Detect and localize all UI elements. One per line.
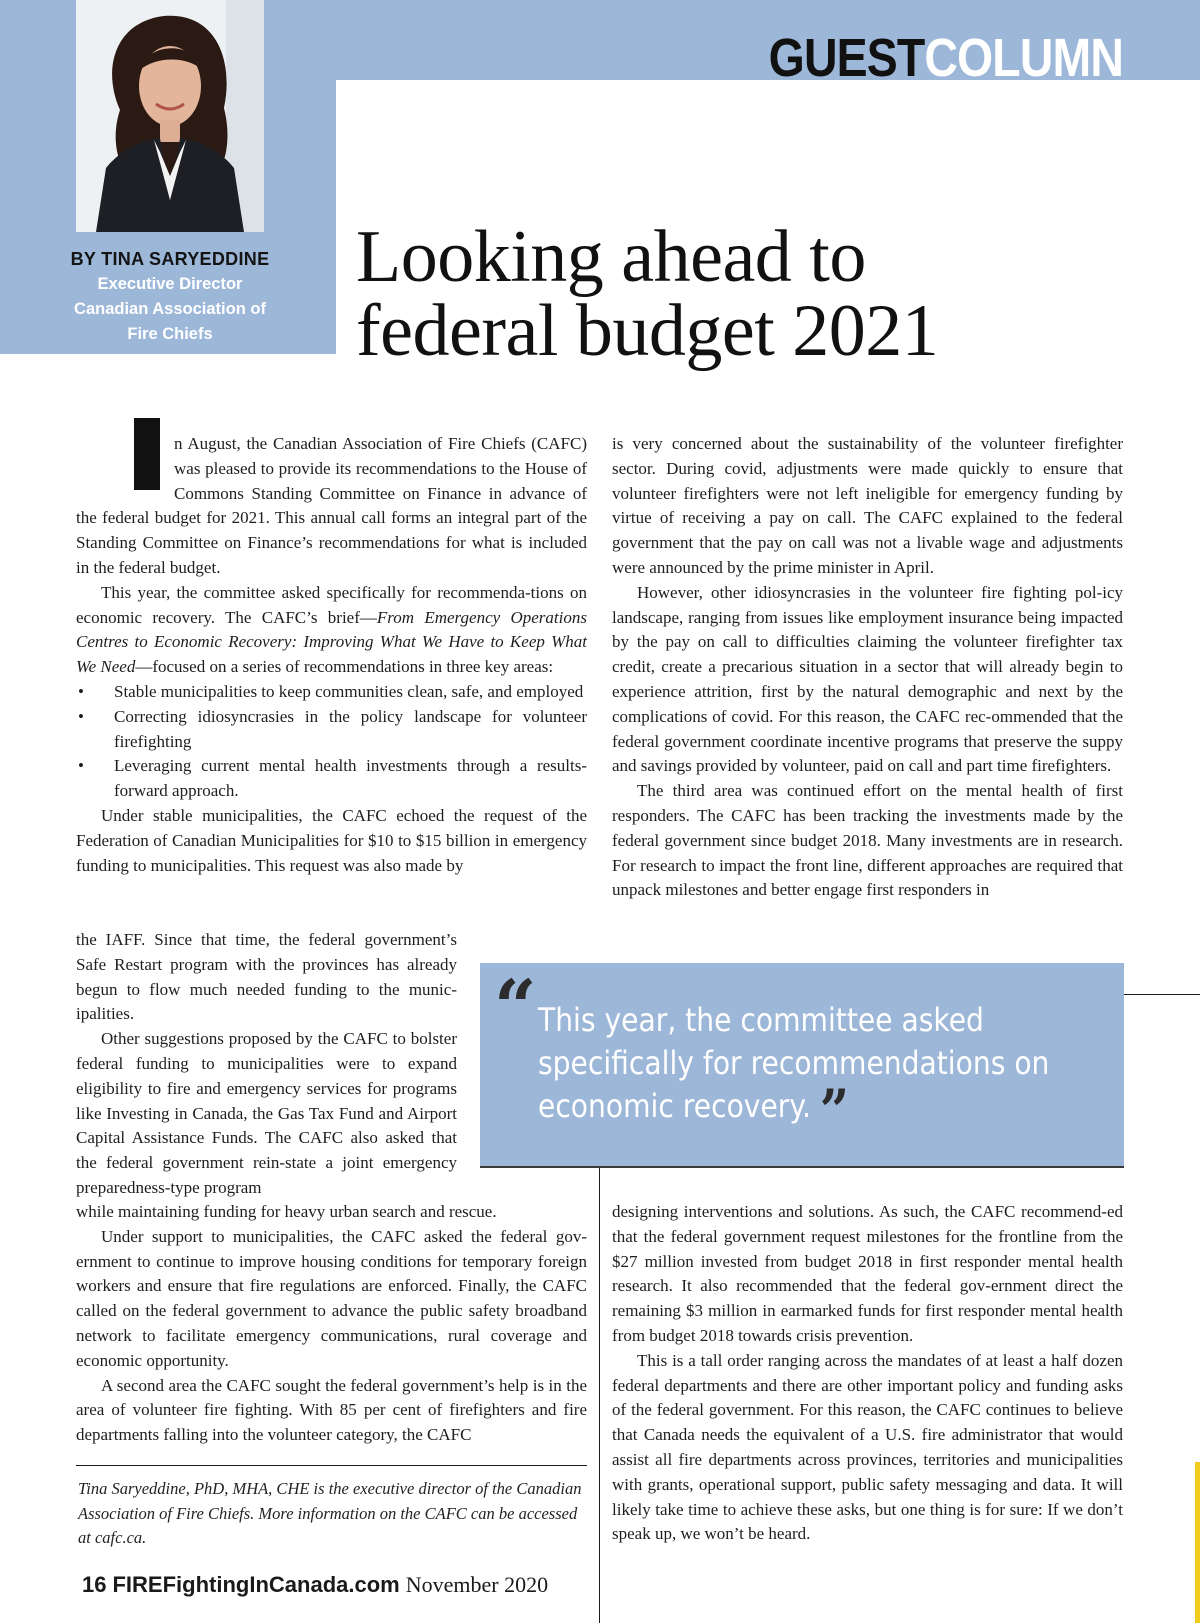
author-bio: Tina Saryeddine, PhD, MHA, CHE is the executive director of the Canadian Association of Fire Chiefs. More information on the CAFC can be accessed at cafc.ca. <box>78 1479 582 1547</box>
left-column-top <box>76 432 587 878</box>
open-quote-mark: “ <box>494 965 537 1051</box>
paragraph-committee-b: —focused on a series of recommendations in three key areas: <box>135 657 554 677</box>
paragraph-suggestions-cont: while maintaining funding for heavy urban search and rescue. <box>76 1202 497 1221</box>
right-column-bottom <box>612 1200 1123 1547</box>
author-title: Executive Director <box>97 275 243 293</box>
brief-title: From Emergency Operations Centres to Economic Recovery: Improving What We Have to Keep What We Need <box>76 607 587 677</box>
key-areas-list <box>76 680 587 804</box>
footer-date: November 2020 <box>405 1572 549 1597</box>
paragraph-volunteer-cont: is very concerned about the sustainability of the volunteer firefighter sector. During covid, adjustments were made quickly to ensure that volunteer firefighters were not left ineligible for emergency funding by virtue of receiving a pay on call. The CAFC explained to the federal government that the pay on call was not a livable wage and adjustments were announced by the prime minister in April. <box>612 434 1123 577</box>
paragraph-municipalities: Under stable municipalities, the CAFC echoed the request of the Federation of Canadian Municipalities for $10 to $15 billion in emergency funding to municipalities. This request was also made by <box>76 805 587 875</box>
left-column-wrap <box>76 928 457 1201</box>
paragraph-mental-health-cont: designing interventions and solutions. As such, the CAFC recommend-ed that the federal government request milestones for the frontline from the $27 million invested from budget 2018 in first responder mental health research. It also recommended that the federal gov-ernment direct the remaining $3 million in earmarked funds for first responder mental health from budget 2018 towards crisis prevention. <box>612 1202 1123 1345</box>
page-number: 16 <box>82 1572 107 1597</box>
pull-quote <box>480 963 1124 1168</box>
paragraph-support: Under support to municipalities, the CAFC asked the federal gov-ernment to continue to improve housing conditions for temporary foreign workers and ensure that fire regulations are enforced. Finally, the CAFC called on the federal government to advance the public safety broadband network to facilitate emergency communications, rural coverage and economic opportunity. <box>76 1226 587 1370</box>
column-divider <box>599 1168 600 1623</box>
list-item: • Correcting idiosyncrasies in the policy landscape for volunteer firefighting <box>76 705 587 755</box>
article-headline <box>356 216 1056 372</box>
paragraph-mental-health: The third area was continued effort on the mental health of first responders. The CAFC has been tracking the investments made by the federal government since budget 2018. Many investments are in research. For research to impact the front line, different approaches are required that unpack milestones and better engage first responders in <box>612 781 1123 900</box>
headline-line1: Looking ahead to <box>356 216 866 298</box>
paragraph-municipalities-cont: the IAFF. Since that time, the federal government’s Safe Restart program with the provinces has already begun to flow much needed funding to the munic-ipalities. <box>76 930 457 1024</box>
author-org-line1: Canadian Association of <box>74 300 266 318</box>
paragraph-committee-a: This year, the committee asked specifically for recommenda-tions on economic recovery. The CAFC’s brief— <box>76 582 587 627</box>
author-portrait-illustration <box>76 0 264 232</box>
pull-quote-text <box>538 999 1101 1145</box>
byline <box>40 246 300 347</box>
page-edge-accent <box>1195 1462 1200 1623</box>
footer-site: FIREFightingInCanada.com <box>112 1572 400 1597</box>
author-photo <box>76 0 264 232</box>
pull-quote-rule <box>1124 994 1200 995</box>
paragraph-idiosyncrasies: However, other idiosyncrasies in the volunteer fire fighting pol-icy landscape, ranging from issues like employment insurance being impacted by the pay on call to difficulties claiming the volunteer firefighter tax credit, create a precarious situation in a sector that will already begin to experience attrition, first by the natural demographic and next by the complications of covid. For this reason, the CAFC rec-ommended that the federal government coordinate incentive programs that preserve the suppy and savings provided by volunteer, paid on call and part time firefighters. <box>612 582 1123 776</box>
close-quote-mark: ” <box>819 1077 850 1145</box>
section-title-word1: GUEST <box>768 28 925 88</box>
author-name: BY TINA SARYEDDINE <box>70 249 270 269</box>
headline-line2: federal budget 2021 <box>356 290 939 372</box>
paragraph-committee <box>76 581 587 680</box>
pull-quote-body: This year, the committee asked specifically for recommendations on economic recovery. <box>538 1001 1050 1125</box>
paragraph-suggestions: Other suggestions proposed by the CAFC to bolster federal funding to municipalities were to expand eligibility to fire and emergency services for programs like Investing in Canada, the Gas Tax Fund and Airport Capital Assistance Funds. The CAFC also asked that the federal government rein-state a joint emergency preparedness-type program <box>76 1029 457 1197</box>
drop-cap <box>134 418 160 490</box>
section-title-word2: COLUMN <box>924 28 1123 88</box>
page-footer <box>82 1572 548 1598</box>
right-column-top <box>612 432 1123 903</box>
list-item: • Leveraging current mental health investments through a results-forward approach. <box>76 754 587 804</box>
paragraph-volunteer: A second area the CAFC sought the federal government’s help is in the area of volunteer fire fighting. With 85 per cent of firefighters and fire departments falling into the volunteer category, the CAFC <box>76 1375 587 1445</box>
left-column-bottom <box>76 1200 587 1448</box>
bio-divider <box>76 1465 587 1466</box>
section-title <box>769 28 1123 88</box>
paragraph-intro <box>76 432 587 581</box>
author-org-line2: Fire Chiefs <box>127 325 213 343</box>
paragraph-conclusion: This is a tall order ranging across the mandates of at least a half dozen federal departments and there are other important policy and funding asks of the federal government. For this reason, the CAFC continues to believe that Canada needs the equivalent of a U.S. fire administrator that would assist all fire departments across provinces, territories and municipalities with grants, operational support, public safety messaging and data. It will likely take time to achieve these asks, but one thing is for sure: If we don’t speak up, we won’t be heard. <box>612 1350 1123 1544</box>
paragraph-intro-text: n August, the Canadian Association of Fire Chiefs (CAFC) was pleased to provide its recommendations to the House of Commons Standing Committee on Finance in advance of the federal budget for 2021. This annual call forms an integral part of the Standing Committee on Finance’s recommendations for what is included in the federal budget. <box>76 434 587 577</box>
list-item: • Stable municipalities to keep communities clean, safe, and employed <box>76 680 587 705</box>
